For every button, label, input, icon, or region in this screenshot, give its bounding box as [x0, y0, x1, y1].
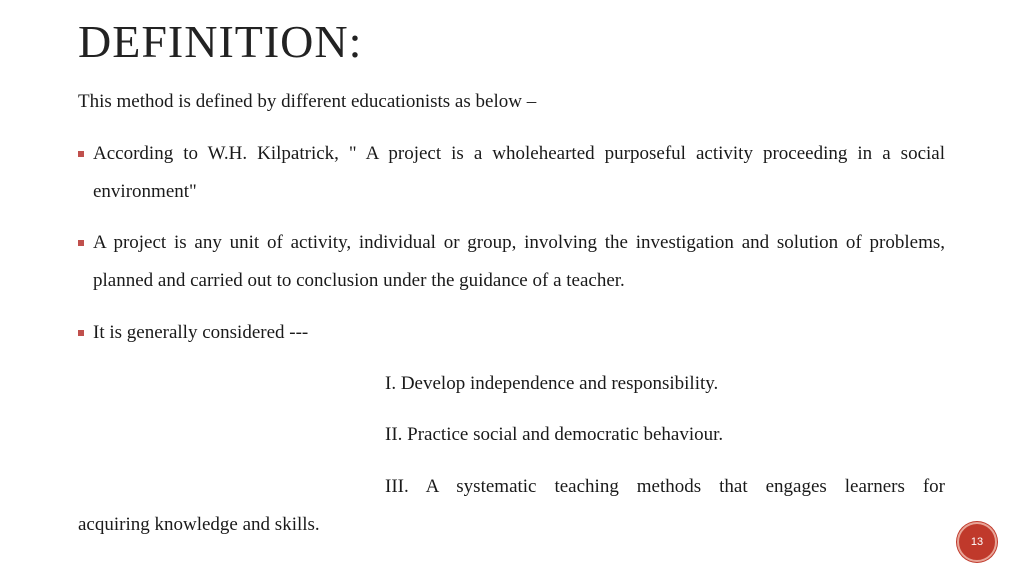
sub-item-systematic-line2: acquiring knowledge and skills.	[78, 514, 320, 535]
intro-text: This method is defined by different educationists as below –	[78, 91, 537, 112]
sub-item-social-behaviour: II. Practice social and democratic behaviour.	[385, 424, 724, 445]
page-number: 13	[970, 536, 984, 548]
bullet-square-icon	[78, 151, 84, 157]
sub-item-systematic-line1: III. A systematic teaching methods that engages learners for	[385, 476, 945, 497]
bullet-square-icon	[78, 240, 84, 246]
bullet-item-kilpatrick	[93, 135, 945, 211]
bullet-item-generally-considered	[93, 314, 945, 352]
bullet-item-unit-of-activity	[93, 224, 945, 300]
page-number-badge	[957, 522, 997, 562]
bullet-square-icon	[78, 330, 84, 336]
bullet-text: According to W.H. Kilpatrick, " A project is a wholehearted purposeful activity proceeding in a social environment"	[93, 143, 945, 202]
slide-title: DEFINITION:	[78, 16, 363, 67]
sub-item-independence: I. Develop independence and responsibility.	[385, 373, 719, 394]
bullet-text: A project is any unit of activity, individual or group, involving the investigation and solution of problems, planned and carried out to conclusion under the guidance of a teacher.	[93, 232, 945, 291]
bullet-text: It is generally considered ---	[93, 322, 309, 343]
